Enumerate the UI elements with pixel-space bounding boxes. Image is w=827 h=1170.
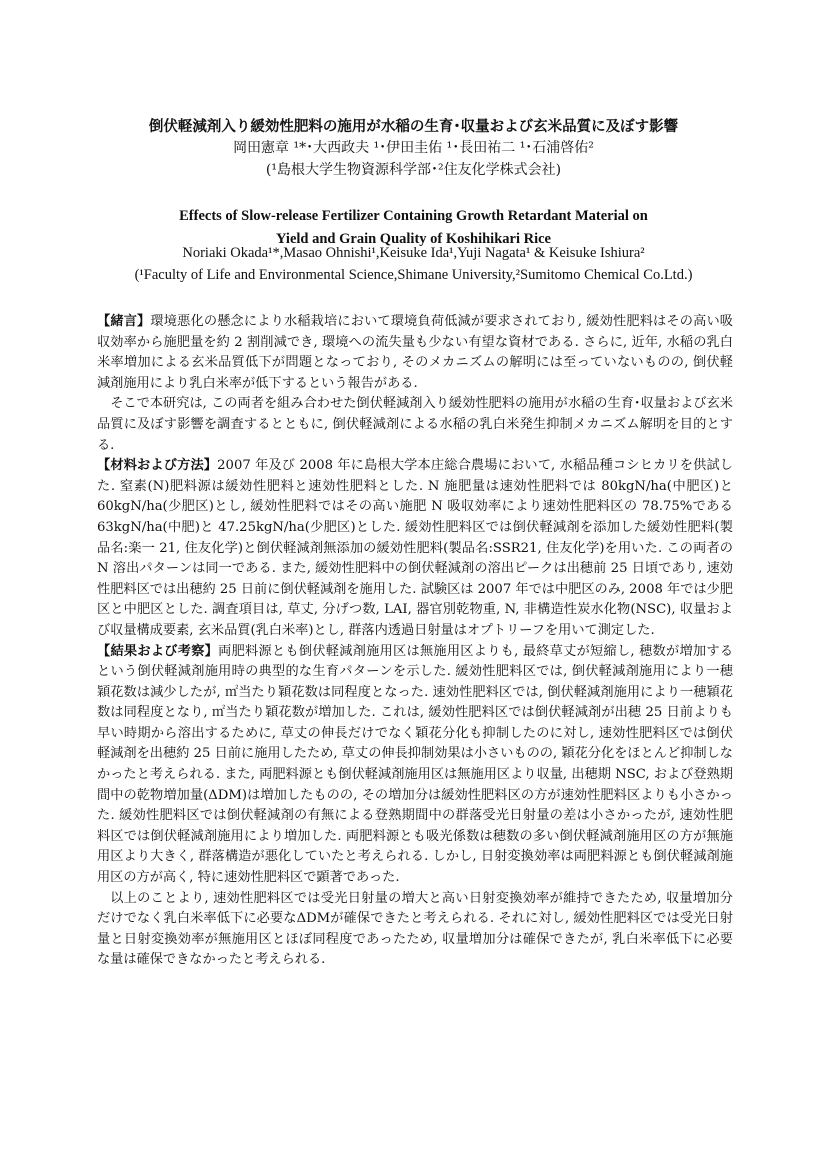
japanese-authors: 岡田憲章 ¹*･大西政夫 ¹･伊田圭佑 ¹･長田祐二 ¹･石浦啓佑²: [233, 140, 594, 156]
english-title-line2: Yield and Grain Quality of Koshihikari Rice: [276, 231, 551, 247]
paper-body: [97, 312, 733, 971]
english-title-line1: Effects of Slow-release Fertilizer Containing Growth Retardant Material on: [179, 208, 648, 224]
results-paragraph-2: 以上のことより, 速効性肥料区では受光日射量の増大と高い日射変換効率が維持できたため, 収量増加分だけでなく乳白米率低下に必要なΔDMが確保できたと考えられる. それに対し, 緩効性肥料区では受光日射量と日射変換効率が無施用区とほぼ同程度であったため, 収量増加分は確保できたが, 乳白米率低下に必要な量は確保できなかったと考えられる.: [97, 890, 733, 968]
results-heading: 【結果および考察】: [97, 643, 219, 659]
methods-text: 2007 年及び 2008 年に島根大学本庄総合農場において, 水稲品種コシヒカリを供試した. 窒素(N)肥料源は緩効性肥料と速効性肥料とした. N 施肥量は速効性肥料では 80kgN/ha(中肥区)と 60kgN/ha(少肥区)とし, 緩効性肥料ではその高い施肥 N 吸収効率により速効性肥料区の 78.75%である 63kgN/ha(中肥)と 47.25kgN/ha(少肥区)とした. 緩効性肥料区では倒伏軽減剤を添加した緩効性肥料(製品名:楽一 21, 住友化学)と倒伏軽減剤無添加の緩効性肥料(製品名:SSR21, 住友化学)を用いた. この両者の N 溶出パターンは同一である. また, 緩効性肥料中の倒伏軽減剤の溶出ピークは出穂前 25 日頃であり, 速効性肥料区では出穂約 25 日前に倒伏軽減剤を施用した. 試験区は 2007 年では中肥区のみ, 2008 年では少肥区と中肥区とした. 調査項目は, 草丈, 分げつ数, LAI, 器官別乾物重, N, 非構造性炭水化物(NSC), 収量および収量構成要素, 玄米品質(乳白米率)とし, 群落内透過日射量はオプトリーフを用いて測定した.: [97, 458, 733, 638]
methods-heading: 【材料および方法】: [97, 458, 218, 474]
intro-heading: 【緒言】: [97, 314, 151, 329]
intro-paragraph-1: [97, 312, 733, 394]
intro-text-1: 環境悪化の懸念により水稲栽培において環境負荷低減が要求されており, 緩効性肥料はその高い吸収効率から施肥量を約 2 割削減でき, 環境への流失量も少ない有望な資材である. さらに, 近年, 水稲の乳白米率増加による玄米品質低下が問題となっており, そのメカニズムの解明には至っていないものの, 倒伏軽減剤施用により乳白米率が低下するという報告がある.: [97, 314, 733, 391]
intro-paragraph-2: そこで本研究は, この両者を組み合わせた倒伏軽減剤入り緩効性肥料の施用が水稲の生育･収量および玄米品質に及ぼす影響を調査するとともに, 倒伏軽減剤による水稲の乳白米発生抑制メカニズム解明を目的とする.: [97, 396, 733, 453]
japanese-affiliation: (¹島根大学生物資源科学部･²住友化学株式会社): [265, 162, 562, 178]
results-text-1: 両肥料源とも倒伏軽減剤施用区は無施用区よりも, 最終草丈が短縮し, 穂数が増加するという倒伏軽減剤施用時の典型的な生育パターンを示した. 緩効性肥料区では, 倒伏軽減剤施用により一穂穎花数は減少したが, ㎡当たり穎花数は同程度となった. 速効性肥料区では, 倒伏軽減剤施用により一穂穎花数は同程度となり, ㎡当たり穎花数が増加した. これは, 緩効性肥料区では倒伏軽減剤が出穂 25 日前よりも早い時期から溶出するために, 草丈の伸長だけでなく穎花分化も抑制したのに対し, 速効性肥料区では倒伏軽減剤を出穂約 25 日前に施用したため, 草丈の伸長抑制効果は小さいものの, 穎花分化をほとんど抑制しなかったと考えられる. また, 両肥料源とも倒伏軽減剤施用区は無施用区より収量, 出穂期 NSC, および登熟期間中の乾物増加量(ΔDM)は増加したものの, その増加分は緩効性肥料区の方が速効性肥料区よりも小さかった. 緩効性肥料区では倒伏軽減剤の有無による登熟期間中の群落受光日射量の差は小さかったが, 速効性肥料区では倒伏軽減剤施用により増加した. 両肥料源とも吸光係数は穂数の多い倒伏軽減剤施用区の方が無施用区より大きく, 群落構造が悪化していたと考えられる. しかし, 日射変換効率は両肥料源とも倒伏軽減剤施用区の方が高く, 特に速効性肥料区で顕著であった.: [97, 643, 734, 886]
english-affiliation: (¹Faculty of Life and Environmental Science,Shimane University,²Sumitomo Chemical Co.Ltd.): [134, 267, 693, 283]
methods-paragraph: [97, 456, 733, 641]
english-authors: Noriaki Okada¹*,Masao Ohnishi¹,Keisuke Ida¹,Yuji Nagata¹ & Keisuke Ishiura²: [182, 245, 645, 261]
japanese-title: 倒伏軽減剤入り緩効性肥料の施用が水稲の生育･収量および玄米品質に及ぼす影響: [148, 119, 679, 135]
results-paragraph-1: [97, 642, 733, 889]
